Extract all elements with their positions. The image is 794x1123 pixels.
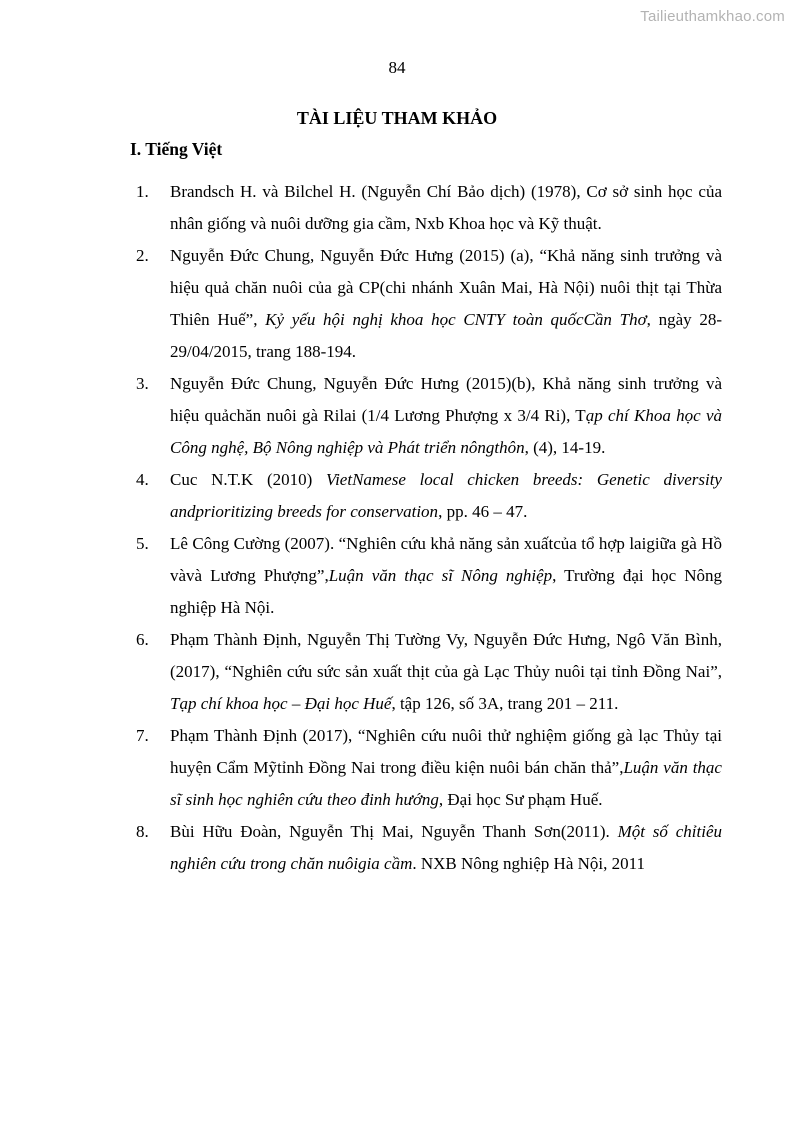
reference-text-italic-run: Luận văn thạc sĩ Nông nghiệp xyxy=(328,566,553,585)
reference-number: 7. xyxy=(136,726,149,745)
reference-number: 5. xyxy=(136,534,149,553)
reference-text xyxy=(170,816,722,880)
reference-text-italic-run: Tạp chí khoa học – Đại học Huế xyxy=(170,694,392,713)
reference-number: 1. xyxy=(136,182,149,201)
reference-text-italic-run: Luận văn thạc sĩ sinh học nghiên cứu theo đinh hướng xyxy=(170,758,722,809)
reference-text-run: Phạm Thành Định (2017), “Nghiên cứu nuôi thử nghiệm giống gà lạc Thủy tại huyện Cẩm Mỹtỉnh Đồng Nai trong điều kiện nuôi bán chăn thả”, xyxy=(170,726,722,777)
reference-item xyxy=(134,176,722,240)
reference-text-italic-run: Kỷ yếu hội nghị khoa học CNTY toàn quốcCần Thơ xyxy=(265,310,647,329)
reference-number: 2. xyxy=(136,246,149,265)
reference-text-run: Cuc N.T.K (2010) xyxy=(170,470,326,489)
reference-number: 8. xyxy=(136,822,149,841)
reference-text-run: , ngày 28-29/04/2015, trang 188-194. xyxy=(170,310,722,361)
watermark: Tailieuthamkhao.com xyxy=(640,8,785,25)
reference-item xyxy=(134,624,722,720)
reference-text-run: , pp. 46 – 47. xyxy=(438,502,528,521)
reference-text-run: Nguyễn Đức Chung, Nguyễn Đức Hưng (2015)(b), Khả năng sinh trưởng và hiệu quảchăn nuôi gà Rilai (1/4 Lương Phượng x 3/4 Ri), T xyxy=(170,374,722,425)
reference-text xyxy=(170,624,722,720)
reference-item xyxy=(134,528,722,624)
reference-item xyxy=(134,720,722,816)
reference-text-run: . NXB Nông nghiệp Hà Nội, 2011 xyxy=(412,854,645,873)
page-number: 84 xyxy=(388,58,406,77)
reference-text xyxy=(170,176,722,240)
section-heading: I. Tiếng Việt xyxy=(130,139,223,159)
reference-text xyxy=(170,368,722,464)
reference-item xyxy=(134,368,722,464)
reference-text-run: , Đại học Sư phạm Huế. xyxy=(438,790,603,809)
reference-text-run: , (4), 14-19. xyxy=(524,438,606,457)
reference-text xyxy=(170,528,722,624)
reference-text-italic-run: ạp chí Khoa học và Công nghệ, Bộ Nông nghiệp và Phát triển nôngthôn xyxy=(170,406,722,457)
reference-number: 4. xyxy=(136,470,149,489)
reference-text-run: Nguyễn Đức Chung, Nguyễn Đức Hưng (2015) (a), “Khả năng sinh trưởng và hiệu quả chăn nuôi của gà CP(chi nhánh Xuân Mai, Hà Nội) nuôi thịt tại Thừa Thiên Huế”, xyxy=(170,246,722,329)
reference-item xyxy=(134,816,722,880)
page-title: TÀI LIỆU THAM KHẢO xyxy=(296,108,498,128)
reference-text-run: Lê Công Cường (2007). “Nghiên cứu khả năng sản xuấtcủa tổ hợp laigiữa gà Hồ vàvà Lương Phượng”, xyxy=(170,534,722,585)
reference-text xyxy=(170,464,722,528)
reference-text-run: , tập 126, số 3A, trang 201 – 211. xyxy=(391,694,619,713)
reference-text-run: Brandsch H. và Bilchel H. (Nguyễn Chí Bảo dịch) (1978), Cơ sở sinh học của nhân giống và nuôi dưỡng gia cầm, Nxb Khoa học và Kỹ thuật. xyxy=(170,182,722,233)
reference-text-run: Bùi Hữu Đoàn, Nguyễn Thị Mai, Nguyễn Thanh Sơn(2011). xyxy=(170,822,618,841)
reference-text-italic-run: VietNamese local chicken breeds: Genetic diversity andprioritizing breeds for conservation xyxy=(170,470,722,521)
reference-text-run: , Trường đại học Nông nghiệp Hà Nội. xyxy=(170,566,722,617)
reference-text-run: Phạm Thành Định, Nguyễn Thị Tường Vy, Nguyễn Đức Hưng, Ngô Văn Bình, (2017), “Nghiên cứu sức sản xuất thịt của gà Lạc Thủy nuôi tại tỉnh Đồng Nai”, xyxy=(170,630,722,681)
reference-list xyxy=(134,176,722,880)
reference-text xyxy=(170,240,722,368)
reference-text-italic-run: Một số chỉtiêu nghiên cứu trong chăn nuôigia cầm xyxy=(170,822,722,873)
reference-text xyxy=(170,720,722,816)
reference-number: 6. xyxy=(136,630,149,649)
reference-number: 3. xyxy=(136,374,149,393)
reference-item xyxy=(134,240,722,368)
reference-item xyxy=(134,464,722,528)
